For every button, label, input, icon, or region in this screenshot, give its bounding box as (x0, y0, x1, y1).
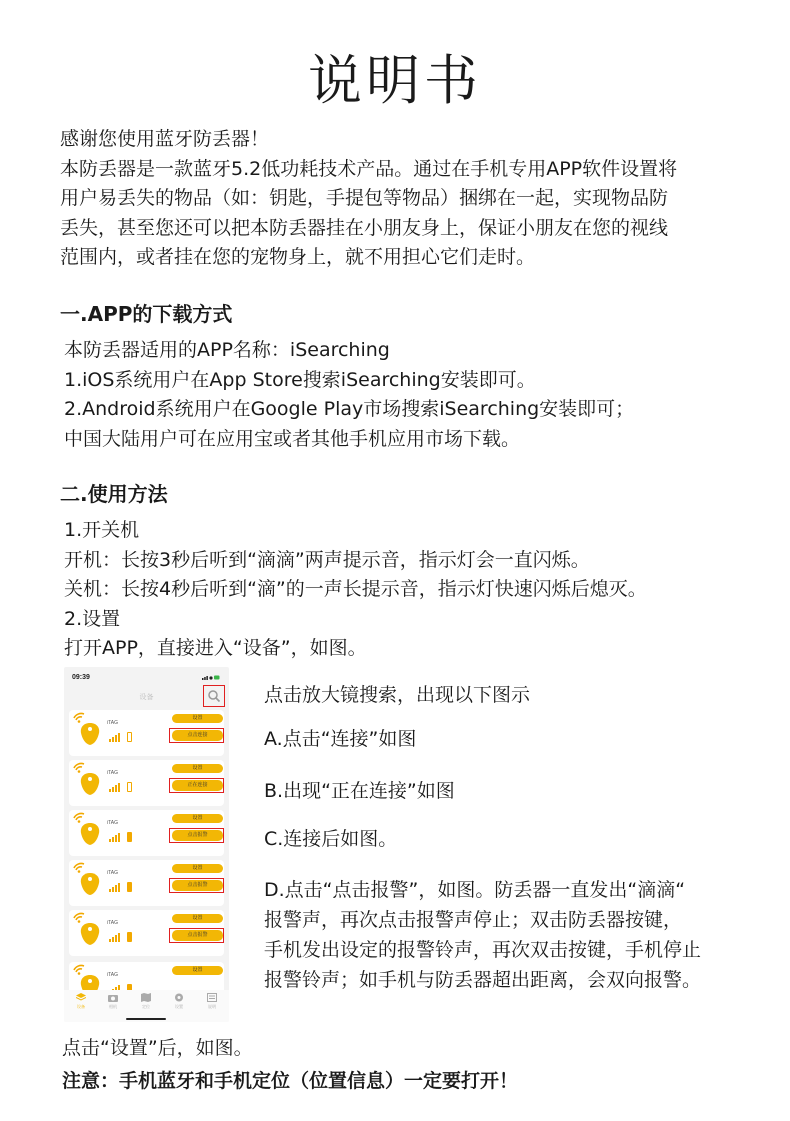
device-settings-button[interactable]: 设置 (172, 814, 223, 823)
section2-line: 开机：长按3秒后听到“滴滴”两声提示音，指示灯会一直闪烁。 (64, 548, 590, 571)
intro-line: 丢失，甚至您还可以把本防丢器挂在小朋友身上，保证小朋友在您的视线 (60, 216, 669, 239)
device-action-button[interactable]: 点击报警 (172, 930, 223, 941)
device-card[interactable] (69, 860, 224, 906)
device-name: iTAG (107, 770, 119, 776)
intro-line: 范围内，或者挂在您的宠物身上，就不用担心它们走时。 (60, 246, 536, 268)
device-action-button[interactable]: 正在连接 (172, 780, 223, 791)
battery-icon (127, 882, 132, 892)
tab-label: 定位 (142, 1004, 150, 1009)
device-settings-button[interactable]: 设置 (172, 864, 223, 873)
device-card[interactable] (69, 760, 224, 806)
section2-line: 2.设置 (64, 607, 121, 630)
highlight-box (169, 778, 224, 793)
tab-settings[interactable] (164, 993, 194, 1010)
warning-text: 注意：手机蓝牙和手机定位（位置信息）一定要打开！ (62, 1070, 519, 1092)
battery-icon (127, 732, 132, 742)
note-c: C.连接后如图。 (264, 828, 398, 850)
home-indicator (126, 1018, 166, 1020)
signal-bars-icon (109, 782, 123, 792)
tab-label: 设置 (175, 1004, 183, 1009)
app-screenshot (64, 667, 229, 1022)
device-name: iTAG (107, 870, 119, 876)
map-icon (141, 993, 151, 1002)
signal-bars-icon (109, 932, 123, 942)
camera-icon (108, 993, 118, 1002)
intro-line: 感谢您使用蓝牙防丢器！ (60, 128, 270, 150)
intro-paragraph (60, 125, 677, 273)
document-icon (207, 993, 217, 1002)
section1-line: 2.Android系统用户在Google Play市场搜索iSearching安装即可； (64, 398, 635, 420)
device-settings-button[interactable]: 设置 (172, 764, 223, 773)
footer-note: 点击“设置”后，如图。 (62, 1037, 253, 1059)
device-settings-button[interactable]: 设置 (172, 914, 223, 923)
itag-device-icon (79, 722, 101, 746)
device-action-button[interactable]: 点击报警 (172, 830, 223, 841)
battery-icon (127, 782, 132, 792)
device-name: iTAG (107, 920, 119, 926)
note-d (264, 875, 701, 995)
intro-line: 用户易丢失的物品（如：钥匙，手提包等物品）捆绑在一起，实现物品防 (60, 187, 669, 209)
section1-line: 中国大陆用户可在应用宝或者其他手机应用市场下载。 (64, 427, 521, 450)
device-action-button[interactable]: 点击报警 (172, 880, 223, 891)
note-b: B.出现“正在连接”如图 (264, 780, 455, 802)
status-icons (202, 675, 220, 680)
section2-body (64, 516, 647, 664)
highlight-box (169, 928, 224, 943)
tab-label: 设备 (77, 1004, 85, 1009)
section1-line: 本防丢器适用的APP名称：iSearching (64, 339, 390, 361)
phone-screen-title: 设备 (139, 694, 154, 701)
tab-label: 说明 (208, 1004, 216, 1009)
section2-heading: 二.使用方法 (60, 482, 168, 506)
section1-line: 1.iOS系统用户在App Store搜索iSearching安装即可。 (64, 368, 536, 391)
section2-line: 打开APP，直接进入“设备”，如图。 (64, 637, 367, 659)
battery-icon (127, 932, 132, 942)
tab-label: 相机 (109, 1004, 117, 1009)
battery-icon (127, 832, 132, 842)
tab-manual[interactable] (197, 993, 227, 1010)
device-name: iTAG (107, 972, 119, 978)
intro-line: 本防丢器是一款蓝牙5.2低功耗技术产品。通过在手机专用APP软件设置将 (60, 157, 678, 180)
layers-icon (76, 993, 86, 1002)
note-d-line: 报警声，再次点击报警声停止；双击防丢器按键， (264, 909, 683, 931)
section1-heading: 一.APP的下载方式 (60, 302, 233, 326)
tab-camera[interactable] (98, 993, 128, 1010)
section2-line: 关机：长按4秒后听到“滴”的一声长提示音，指示灯快速闪烁后熄灭。 (64, 578, 647, 600)
highlight-box (169, 878, 224, 893)
itag-device-icon (79, 922, 101, 946)
note-d-line: D.点击“点击报警”，如图。防丢器一直发出“滴滴“ (264, 879, 686, 901)
device-card[interactable] (69, 710, 224, 756)
highlight-box (169, 828, 224, 843)
signal-bars-icon (109, 882, 123, 892)
device-settings-button[interactable]: 设置 (172, 714, 223, 723)
itag-device-icon (79, 772, 101, 796)
device-card[interactable] (69, 810, 224, 856)
gear-icon (174, 993, 184, 1002)
signal-bars-icon (109, 832, 123, 842)
note-d-line: 手机发出设定的报警铃声，再次双击按键，手机停止 (264, 939, 702, 961)
device-action-button[interactable]: 点击连接 (172, 730, 223, 741)
note-a: A.点击“连接”如图 (264, 728, 417, 750)
highlight-box (169, 728, 224, 743)
signal-bars-icon (109, 732, 123, 742)
itag-device-icon (79, 872, 101, 896)
device-card[interactable] (69, 910, 224, 956)
status-time: 09:39 (72, 674, 90, 681)
page-title: 说明书 (308, 49, 482, 112)
device-name: iTAG (107, 820, 119, 826)
section1-body (64, 336, 634, 454)
note-d-line: 报警铃声；如手机与防丢器超出距离，会双向报警。 (264, 969, 702, 991)
device-name: iTAG (107, 720, 119, 726)
search-icon[interactable] (203, 685, 225, 707)
itag-device-icon (79, 822, 101, 846)
tab-devices[interactable] (66, 993, 96, 1010)
device-settings-button[interactable]: 设置 (172, 966, 223, 975)
tab-location[interactable] (131, 993, 161, 1010)
section2-line: 1.开关机 (64, 519, 140, 541)
note-search: 点击放大镜搜索，出现以下图示 (264, 684, 531, 706)
